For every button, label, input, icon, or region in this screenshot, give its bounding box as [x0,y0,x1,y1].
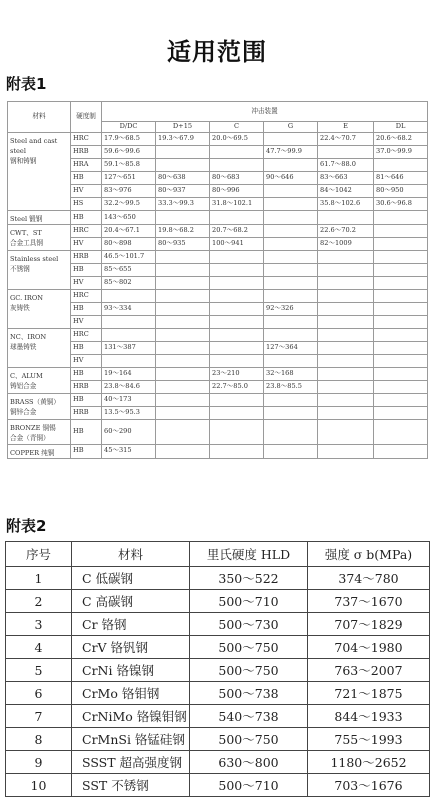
hardness-range-cell [264,394,318,407]
table-row [8,368,428,381]
hardness-range-cell: 23～210 [210,368,264,381]
hardness-scale-cell: HV [71,316,102,329]
hardness-range-cell [318,290,374,303]
hardness-scale-cell: HB [71,394,102,407]
hardness-range-cell [374,225,428,238]
hardness-scale-cell: HB [71,303,102,316]
table-row [8,264,428,277]
material-cell [8,290,71,329]
hardness-scale-cell: HRC [71,225,102,238]
hardness-scale-cell: HRB [71,146,102,159]
hardness-range-cell [156,277,210,290]
table-row [8,277,428,290]
table-row [8,198,428,211]
table-row [8,316,428,329]
table-row [6,682,430,705]
hardness-range-cell [374,444,428,458]
hardness-range-cell: 20.7～68.2 [210,225,264,238]
hardness-range-cell [210,329,264,342]
hardness-range-cell: 47.7～99.9 [264,146,318,159]
hardness-range-cell: 93～334 [102,303,156,316]
hardness-range-cell: 85～655 [102,264,156,277]
hardness-range-cell [264,355,318,368]
material-name-line: GC. IRON [10,294,44,303]
hardness-range-cell [318,394,374,407]
hardness-scale-cell: HRB [71,381,102,394]
hardness-range-cell [318,303,374,316]
material-name-line: steel [10,147,26,156]
device-header: DL [374,122,428,133]
strength-cell: 844～1933 [308,705,430,728]
index-cell: 1 [6,567,72,590]
hardness-range-cell [374,277,428,290]
hardness-range-cell [318,316,374,329]
material-cell: CrNiMo 铬镍钼钢 [72,705,190,728]
hardness-range-cell: 46.5～101.7 [102,251,156,264]
hardness-range-cell [318,251,374,264]
hardness-scale-cell: HV [71,355,102,368]
material-cell: SST 不锈钢 [72,774,190,797]
table1-title: 附表1 [6,75,47,93]
hardness-range-cell: 30.6～96.8 [374,198,428,211]
hardness-table-body [8,133,428,459]
table-row [8,342,428,355]
hardness-range-cell: 32～168 [264,368,318,381]
hardness-range-cell [156,394,210,407]
hardness-range-cell [264,420,318,444]
hardness-scale-cell: HB [71,368,102,381]
table2-title: 附表2 [6,517,47,535]
index-cell: 8 [6,728,72,751]
hardness-range-cell [264,159,318,172]
hardness-range-cell: 143～650 [102,211,156,225]
hardness-range-cell: 85～802 [102,277,156,290]
leeb-hardness-cell: 350～522 [190,567,308,590]
hardness-range-cell [318,211,374,225]
hardness-range-cell: 84～1042 [318,185,374,198]
hardness-range-cell [210,211,264,225]
material-cell [8,225,71,251]
device-header: E [318,122,374,133]
hardness-range-cell [156,407,210,420]
index-cell: 10 [6,774,72,797]
hardness-range-cell: 19.3～67.9 [156,133,210,146]
hardness-range-cell: 22.4～70.7 [318,133,374,146]
hardness-range-cell: 83～663 [318,172,374,185]
material-cell: C 低碳钢 [72,567,190,590]
hardness-range-cell: 33.3～99.3 [156,198,210,211]
hardness-range-cell [102,329,156,342]
hardness-range-cell [264,277,318,290]
hardness-range-cell: 20.4～67.1 [102,225,156,238]
hardness-range-cell [210,444,264,458]
hardness-scale-cell: HV [71,185,102,198]
hardness-range-cell: 80～935 [156,238,210,251]
hardness-range-cell [264,133,318,146]
device-header: C [210,122,264,133]
hardness-range-cell: 31.8～102.1 [210,198,264,211]
hardness-range-cell [318,381,374,394]
leeb-hardness-cell: 500～738 [190,682,308,705]
table-row [6,705,430,728]
hardness-range-cell: 80～683 [210,172,264,185]
hardness-range-cell [374,238,428,251]
hardness-range-cell [374,159,428,172]
hardness-scale-cell: HRB [71,251,102,264]
hardness-range-cell [210,355,264,368]
device-header: D/DC [102,122,156,133]
hardness-range-cell [210,303,264,316]
device-header: D+15 [156,122,210,133]
hardness-range-cell: 59.6～99.6 [102,146,156,159]
material-name-line: BRONZE 铜锡 [10,424,56,433]
hardness-range-cell [264,407,318,420]
table-row [6,774,430,797]
hardness-range-cell [318,368,374,381]
hardness-scale-cell: HB [71,342,102,355]
hardness-range-cell: 80～950 [374,185,428,198]
impact-device-header: 冲击装置 [102,102,428,122]
material-name-line: 铜锌合金 [10,408,37,417]
table-row [8,185,428,198]
material-name-line: C、ALUM [10,372,43,381]
page-title: 适用范围 [167,38,267,66]
hardness-range-cell [156,381,210,394]
table-row [8,159,428,172]
device-header: G [264,122,318,133]
material-cell [8,368,71,394]
hardness-range-cell: 127～651 [102,172,156,185]
hardness-range-cell: 22.7～85.0 [210,381,264,394]
hardness-range-cell [156,290,210,303]
hardness-range-cell: 17.9～68.5 [102,133,156,146]
hardness-range-cell [374,407,428,420]
strength-cell: 1180～2652 [308,751,430,774]
material-name-line: Steel 锻钢 [10,215,43,223]
table-row [6,659,430,682]
hardness-range-cell: 45～315 [102,444,156,458]
hardness-scale-cell: HV [71,238,102,251]
material-cell [8,444,71,458]
table-row [8,211,428,225]
hardness-range-cell [374,355,428,368]
material-name-line: 铸铝合金 [10,382,37,391]
hardness-range-cell [374,329,428,342]
hardness-range-cell [156,303,210,316]
table-row [8,381,428,394]
leeb-hardness-cell: 500～730 [190,613,308,636]
material-name-line: 钢和铸钢 [10,157,37,166]
table-row [6,590,430,613]
hardness-range-cell [210,264,264,277]
index-cell: 2 [6,590,72,613]
table-row [8,420,428,444]
hardness-range-table [7,101,428,459]
hardness-range-cell: 40～173 [102,394,156,407]
material-name-line: CWT、ST [10,229,42,238]
material-cell [8,420,71,444]
material-name-line: 球墨铸铁 [10,343,37,352]
material-name-line: BRASS（黄铜） [10,398,60,407]
table-row [8,329,428,342]
hardness-range-cell: 19～164 [102,368,156,381]
table-row [8,238,428,251]
hardness-range-cell [156,316,210,329]
hardness-range-cell [156,368,210,381]
hardness-range-cell [102,290,156,303]
hardness-range-cell [102,316,156,329]
hardness-range-cell [264,238,318,251]
material-header: 材料 [8,102,71,133]
hardness-range-cell: 80～996 [210,185,264,198]
hardness-range-cell: 83～976 [102,185,156,198]
table-row [6,613,430,636]
hardness-scale-cell: HB [71,172,102,185]
hardness-range-cell [210,277,264,290]
material-cell: C 高碳钢 [72,590,190,613]
hardness-range-cell: 90～646 [264,172,318,185]
hardness-range-cell [210,251,264,264]
hardness-range-cell [156,159,210,172]
hardness-range-cell [318,329,374,342]
hardness-range-cell [210,290,264,303]
table-row [8,394,428,407]
hardness-range-cell [374,394,428,407]
table-row [8,225,428,238]
index-cell: 5 [6,659,72,682]
hardness-range-cell [156,264,210,277]
hardness-range-cell [210,407,264,420]
index-cell: 9 [6,751,72,774]
hardness-range-cell [374,381,428,394]
hardness-scale-cell: HRA [71,159,102,172]
material-name-line: 灰铸铁 [10,304,30,313]
index-cell: 3 [6,613,72,636]
material-name-line: 不锈钢 [10,265,30,274]
hardness-range-cell: 100～941 [210,238,264,251]
material-cell: SSST 超高强度钢 [72,751,190,774]
hardness-range-cell [210,394,264,407]
hardness-range-cell: 13.5～95.3 [102,407,156,420]
hardness-range-cell [374,211,428,225]
hardness-range-cell [264,225,318,238]
hardness-range-cell [210,342,264,355]
material-header: 材料 [72,542,190,567]
index-cell: 6 [6,682,72,705]
leeb-hardness-cell: 500～710 [190,590,308,613]
hardness-range-cell: 80～638 [156,172,210,185]
hardness-scale-cell: HB [71,444,102,458]
hardness-range-cell [374,251,428,264]
hardness-range-cell: 131～387 [102,342,156,355]
leeb-hardness-header: 里氏硬度 HLD [190,542,308,567]
hardness-range-cell [374,368,428,381]
leeb-hardness-cell: 500～750 [190,659,308,682]
index-cell: 7 [6,705,72,728]
material-name-line: COPPER 纯铜 [10,448,55,457]
hardness-range-cell [318,277,374,290]
hardness-range-cell: 80～937 [156,185,210,198]
material-cell: CrNi 铬镍钢 [72,659,190,682]
table-row [6,567,430,590]
hardness-range-cell [264,251,318,264]
hardness-range-cell: 23.8～85.5 [264,381,318,394]
leeb-hardness-cell: 540～738 [190,705,308,728]
leeb-hardness-cell: 500～710 [190,774,308,797]
hardness-range-cell [210,316,264,329]
hardness-range-cell [156,444,210,458]
hardness-range-cell: 82～1009 [318,238,374,251]
hardness-range-cell: 32.2～99.5 [102,198,156,211]
hardness-scale-cell: HRC [71,290,102,303]
hardness-range-cell [156,329,210,342]
hardness-range-cell: 37.0～99.9 [374,146,428,159]
strength-conversion-table [5,541,430,797]
hardness-range-cell [318,146,374,159]
material-cell: CrV 铬钒钢 [72,636,190,659]
hardness-range-cell [102,355,156,368]
material-name-line: 合金（青铜） [10,434,50,443]
strength-cell: 721～1875 [308,682,430,705]
hardness-scale-cell: HRB [71,407,102,420]
table-row [8,444,428,458]
hardness-range-cell: 19.8～68.2 [156,225,210,238]
hardness-range-cell [156,251,210,264]
hardness-range-cell [264,264,318,277]
material-cell [8,394,71,420]
material-name-line: 合金工具钢 [10,239,43,248]
hardness-range-cell [374,290,428,303]
hardness-range-cell: 60～290 [102,420,156,444]
table-row [8,146,428,159]
hardness-system-header: 硬度制 [71,102,102,133]
hardness-scale-cell: HV [71,277,102,290]
table-row [6,751,430,774]
hardness-range-cell [318,420,374,444]
strength-cell: 704～1980 [308,636,430,659]
hardness-range-cell [210,146,264,159]
hardness-range-cell: 92～326 [264,303,318,316]
hardness-scale-cell: HB [71,264,102,277]
strength-table-body [6,567,430,797]
hardness-range-cell [374,264,428,277]
material-name-line: Stainless steel [10,255,59,264]
table-row [8,251,428,264]
hardness-range-cell [156,420,210,444]
table-row [6,636,430,659]
strength-cell: 737～1670 [308,590,430,613]
table-row [8,303,428,316]
strength-header: 强度 σ b(MPa) [308,542,430,567]
hardness-scale-cell: HRC [71,329,102,342]
material-cell: Cr 铬钢 [72,613,190,636]
hardness-range-cell: 61.7～88.0 [318,159,374,172]
hardness-range-cell: 20.6～68.2 [374,133,428,146]
hardness-range-cell [318,342,374,355]
material-cell: CrMo 铬钼钢 [72,682,190,705]
index-cell: 4 [6,636,72,659]
strength-cell: 755～1993 [308,728,430,751]
hardness-range-cell [374,303,428,316]
hardness-scale-cell: HRC [71,133,102,146]
material-name-line: NC、IRON [10,333,47,342]
strength-cell: 763～2007 [308,659,430,682]
hardness-range-cell [210,159,264,172]
hardness-range-cell [264,316,318,329]
leeb-hardness-cell: 630～800 [190,751,308,774]
leeb-hardness-cell: 500～750 [190,728,308,751]
hardness-range-cell [210,420,264,444]
hardness-range-cell [264,329,318,342]
hardness-range-cell [264,211,318,225]
table-row [8,290,428,303]
hardness-range-cell: 22.6～70.2 [318,225,374,238]
hardness-range-cell: 127～364 [264,342,318,355]
hardness-range-cell [156,211,210,225]
hardness-scale-cell: HS [71,198,102,211]
strength-cell: 703～1676 [308,774,430,797]
table-row [8,407,428,420]
hardness-range-cell [156,355,210,368]
strength-cell: 707～1829 [308,613,430,636]
hardness-range-cell [318,407,374,420]
hardness-range-cell [318,444,374,458]
hardness-scale-cell: HB [71,211,102,225]
material-cell [8,211,71,225]
hardness-range-cell [374,316,428,329]
hardness-range-cell: 35.8～102.6 [318,198,374,211]
table-row [8,355,428,368]
hardness-range-cell: 20.0～69.5 [210,133,264,146]
material-cell [8,251,71,290]
hardness-range-cell [264,198,318,211]
hardness-range-cell: 80～898 [102,238,156,251]
strength-cell: 374～780 [308,567,430,590]
hardness-range-cell: 23.8～84.6 [102,381,156,394]
hardness-range-cell [374,342,428,355]
hardness-range-cell [318,264,374,277]
hardness-range-cell [264,290,318,303]
material-cell [8,133,71,211]
table-row [8,172,428,185]
hardness-scale-cell: HB [71,420,102,444]
index-header: 序号 [6,542,72,567]
hardness-range-cell: 59.1～85.8 [102,159,156,172]
hardness-range-cell [156,146,210,159]
material-cell [8,329,71,368]
hardness-range-cell [264,444,318,458]
hardness-range-cell [264,185,318,198]
leeb-hardness-cell: 500～750 [190,636,308,659]
hardness-range-cell: 81～646 [374,172,428,185]
hardness-range-cell [374,420,428,444]
table-row [6,728,430,751]
material-cell: CrMnSi 铬锰硅钢 [72,728,190,751]
table-row [8,133,428,146]
hardness-range-cell [318,355,374,368]
material-name-line: Steel and cast [10,137,58,145]
hardness-range-cell [156,342,210,355]
